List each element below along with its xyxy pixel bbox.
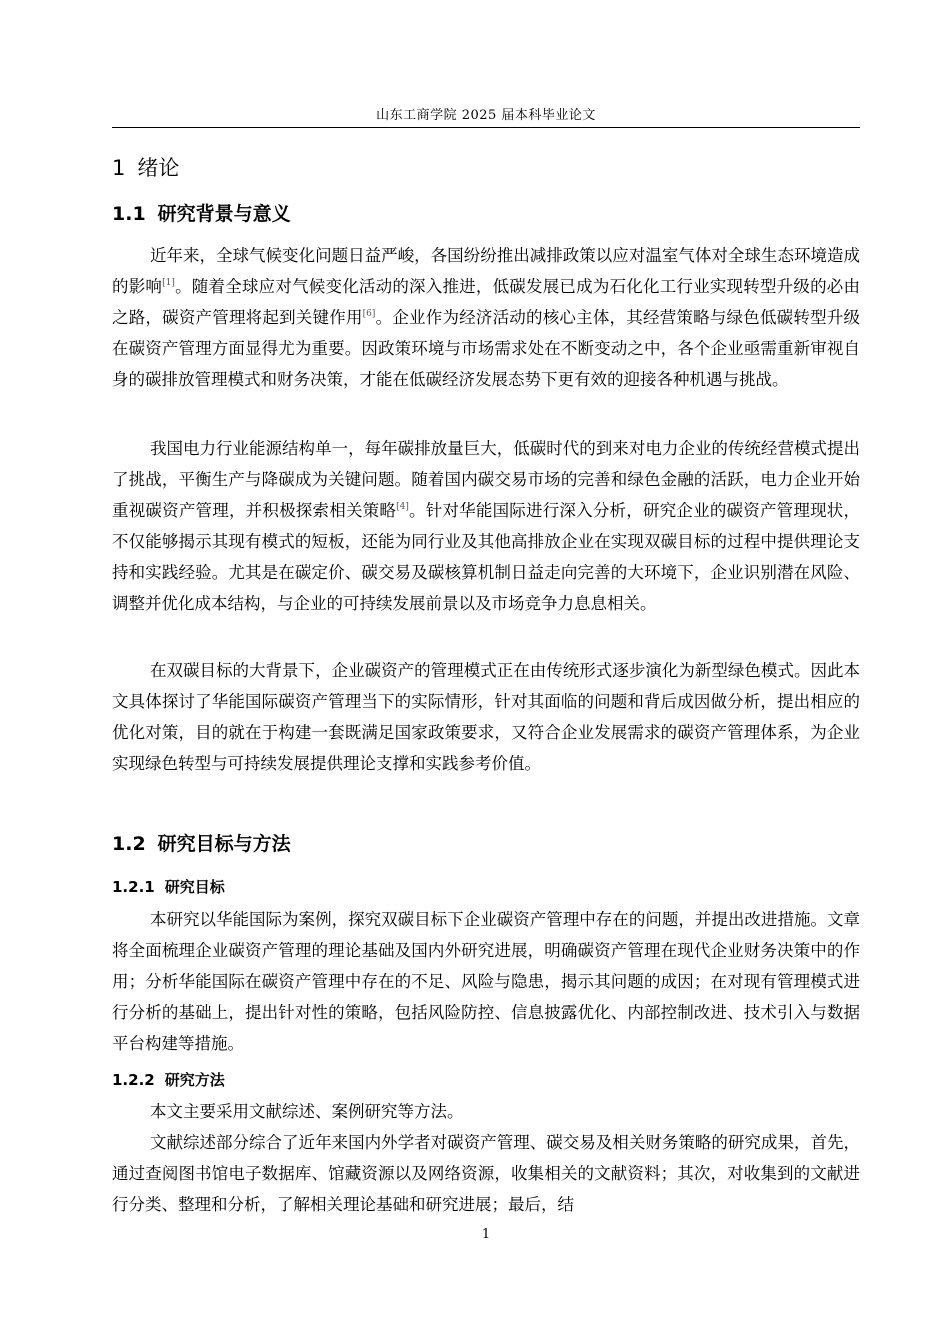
citation: [1] — [162, 278, 175, 288]
paragraph-2 — [112, 433, 860, 619]
paragraph-text: 。针对华能国际进行深入分析，研究企业的碳资产管理现状，不仅能够揭示其现有模式的短板，还能为同行业及其他高排放企业在实现双碳目标的过程中提供理论支持和实践经验。尤其是在碳定价、碳交易及碳核算机制日益走向完善的大环境下，企业识别潜在风险、调整并优化成本结构，与企业的可持续发展前景以及市场竞争力息息相关。 — [112, 501, 861, 613]
header-rule — [112, 127, 860, 128]
paragraph-text: 。随着全球应对气候变化活动的深入推进，低碳发展已成为石化化工行业实现转型升级的必由之路，碳资产管理将起到关键作用 — [112, 277, 861, 327]
paragraph-5: 本文主要采用文献综述、案例研究等方法。 — [149, 1102, 464, 1121]
chapter-title: 绪论 — [137, 156, 180, 180]
citation: [4] — [396, 502, 409, 512]
paragraph-3: 在双碳目标的大背景下，企业碳资产的管理模式正在由传统形式逐步演化为新型绿色模式。因此本文具体探讨了华能国际碳资产管理当下的实际情形，针对其面临的问题和背后成因做分析，提出相应的优化对策，目的就在于构建一套既满足国家政策要求，又符合企业发展需求的碳资产管理体系，为企业实现绿色转型与可持续发展提供理论支撑和实践参考价值。 — [112, 661, 860, 773]
chapter-number: 1 — [112, 156, 126, 180]
subsection-number: 1.2.2 — [112, 1071, 155, 1089]
subsection-title: 研究方法 — [164, 1071, 225, 1089]
paragraph-1 — [112, 240, 860, 395]
subsection-heading-1-2-1 — [112, 876, 860, 897]
subsection-number: 1.2.1 — [112, 878, 155, 896]
paragraph-text: 近年来，全球气候变化问题日益严峻，各国纷纷推出减排政策以应对温室气体对全球生态环境造成的影响 — [112, 246, 860, 296]
section-number: 1.1 — [112, 203, 146, 225]
subsection-title: 研究目标 — [164, 878, 225, 896]
section-title: 研究目标与方法 — [157, 833, 291, 855]
paragraph-4: 本研究以华能国际为案例，探究双碳目标下企业碳资产管理中存在的问题，并提出改进措施。文章将全面梳理企业碳资产管理的理论基础及国内外研究进展，明确碳资产管理在现代企业财务决策中的作用；分析华能国际在碳资产管理中存在的不足、风险与隐患，揭示其问题的成因；在对现有管理模式进行分析的基础上，提出针对性的策略，包括风险防控、信息披露优化、内部控制改进、技术引入与数据平台构建等措施。 — [112, 910, 860, 1053]
chapter-heading — [112, 152, 860, 182]
section-heading-1-1 — [112, 199, 860, 226]
paragraph-text: 我国电力行业能源结构单一，每年碳排放量巨大，低碳时代的到来对电力企业的传统经营模式提出了挑战，平衡生产与降碳成为关键问题。随着国内碳交易市场的完善和绿色金融的活跃，电力企业开始重视碳资产管理，并积极探索相关策略 — [112, 439, 860, 520]
page-number: 1 — [481, 1227, 491, 1242]
section-heading-1-2 — [112, 829, 860, 856]
section-title: 研究背景与意义 — [157, 203, 291, 225]
paragraph-text: 。企业作为经济活动的核心主体，其经营策略与绿色低碳转型升级在碳资产管理方面显得尤为重要。因政策环境与市场需求处在不断变动之中，各个企业亟需重新审视自身的碳排放管理模式和财务决策，才能在低碳经济发展态势下更有效的迎接各种机遇与挑战。 — [112, 308, 861, 389]
running-header: 山东工商学院 2025 届本科毕业论文 — [376, 108, 596, 123]
section-number: 1.2 — [112, 833, 146, 855]
citation: [6] — [362, 309, 376, 319]
subsection-heading-1-2-2 — [112, 1069, 860, 1090]
paragraph-6: 文献综述部分综合了近年来国内外学者对碳资产管理、碳交易及相关财务策略的研究成果，首先，通过查阅图书馆电子数据库、馆藏资源以及网络资源，收集相关的文献资料；其次，对收集到的文献进行分类、整理和分析，了解相关理论基础和研究进展；最后，结 — [112, 1133, 860, 1214]
